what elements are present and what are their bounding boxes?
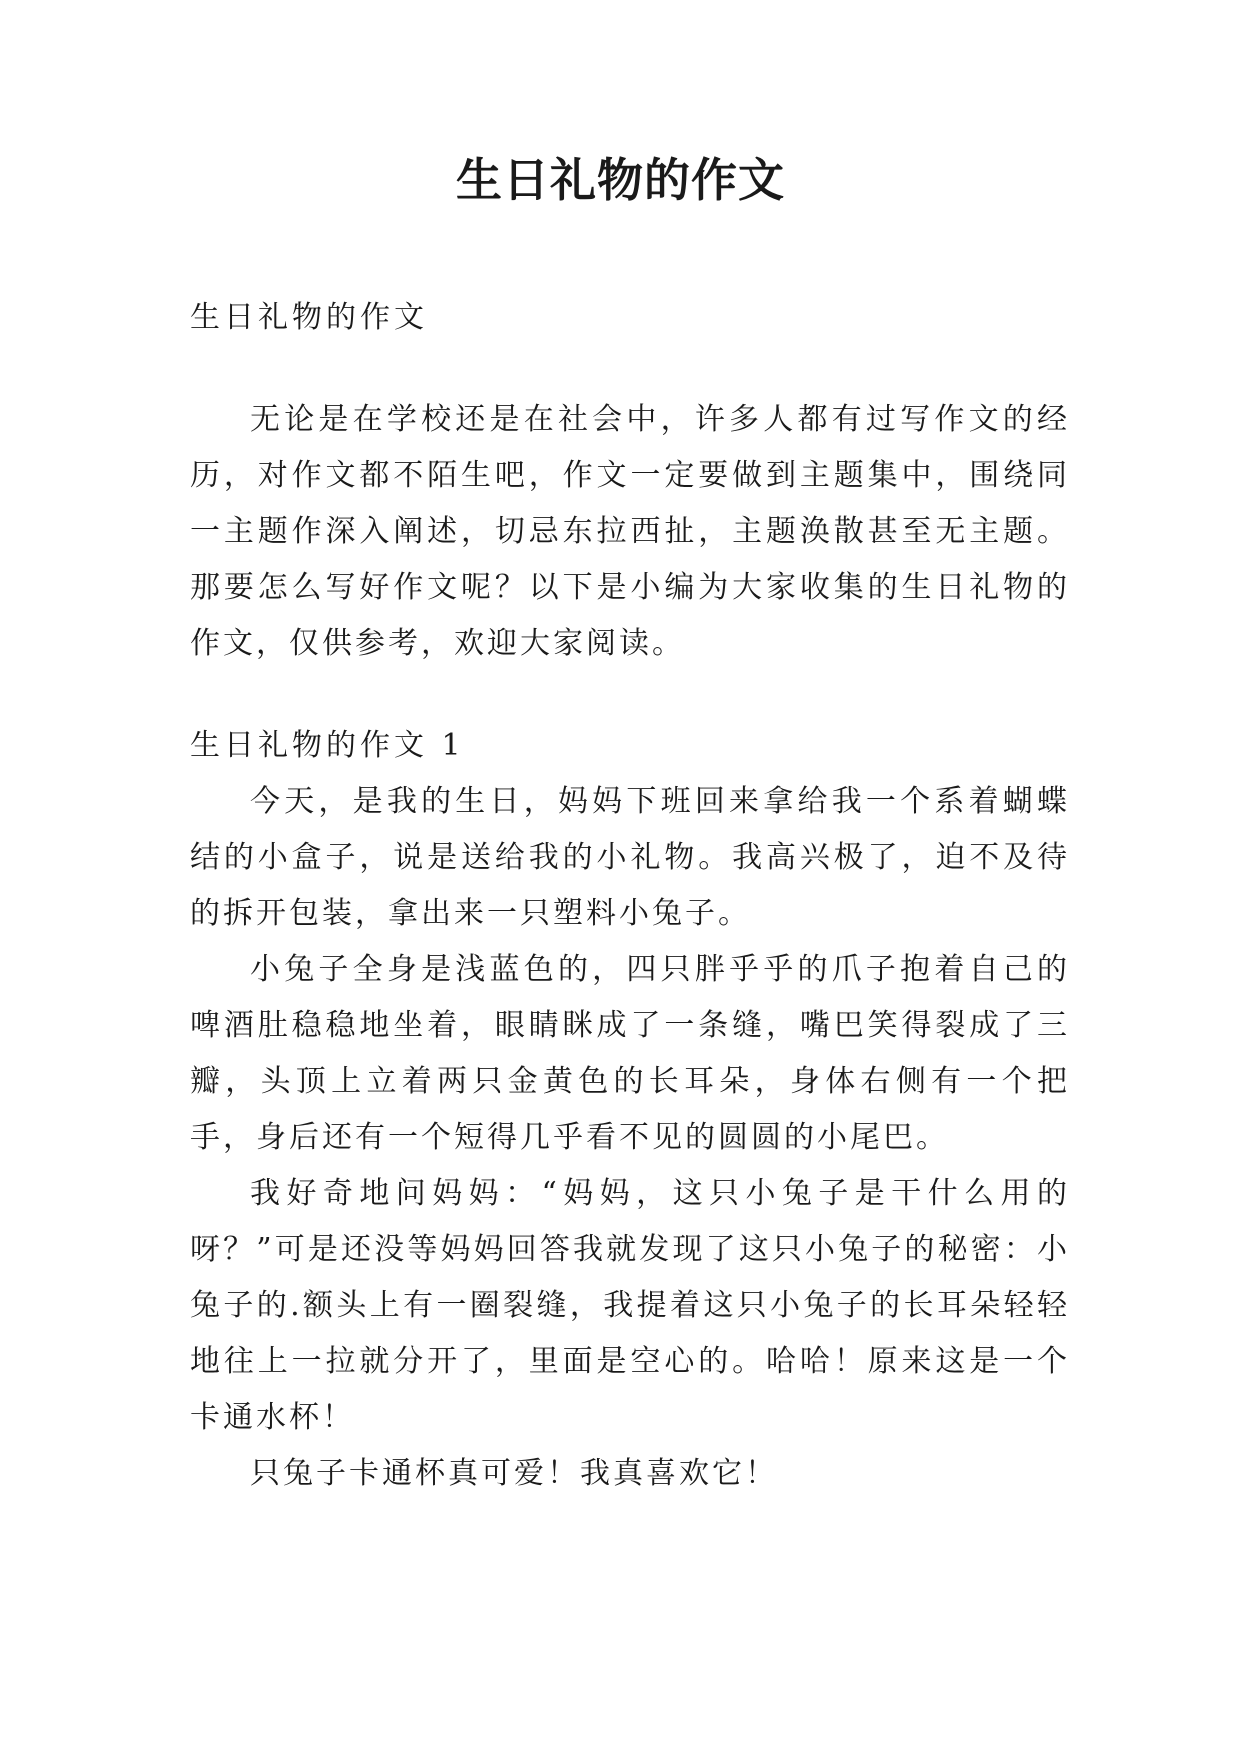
spacer	[190, 346, 1070, 392]
section-paragraph-3: 我好奇地问妈妈：“妈妈，这只小兔子是干什么用的呀？”可是还没等妈妈回答我就发现了这只小兔子的秘密：小兔子的.额头上有一圈裂缝，我提着这只小兔子的长耳朵轻轻地往上一拉就分开了，里面是空心的。哈哈！原来这是一个卡通水杯！	[190, 1176, 1070, 1435]
section-heading: 生日礼物的作文 1	[190, 728, 465, 763]
document-title: 生日礼物的作文	[456, 153, 785, 207]
section-paragraph-4: 只兔子卡通杯真可爱！我真喜欢它！	[250, 1456, 778, 1491]
section-paragraph-2: 小兔子全身是浅蓝色的，四只胖乎乎的爪子抱着自己的啤酒肚稳稳地坐着，眼睛眯成了一条缝，嘴巴笑得裂成了三瓣，头顶上立着两只金黄色的长耳朵，身体右侧有一个把手，身后还有一个短得几乎看不见的圆圆的小尾巴。	[190, 952, 1070, 1155]
section-paragraph-1: 今天，是我的生日，妈妈下班回来拿给我一个系着蝴蝶结的小盒子，说是送给我的小礼物。我高兴极了，迫不及待的拆开包装，拿出来一只塑料小兔子。	[190, 784, 1070, 931]
intro-paragraph: 无论是在学校还是在社会中，许多人都有过写作文的经历，对作文都不陌生吧，作文一定要做到主题集中，围绕同一主题作深入阐述，切忌东拉西扯，主题涣散甚至无主题。那要怎么写好作文呢？以下是小编为大家收集的生日礼物的作文，仅供参考，欢迎大家阅读。	[190, 402, 1070, 661]
spacer	[190, 672, 1070, 718]
document-body	[190, 290, 1070, 1502]
document-subtitle: 生日礼物的作文	[190, 300, 428, 335]
